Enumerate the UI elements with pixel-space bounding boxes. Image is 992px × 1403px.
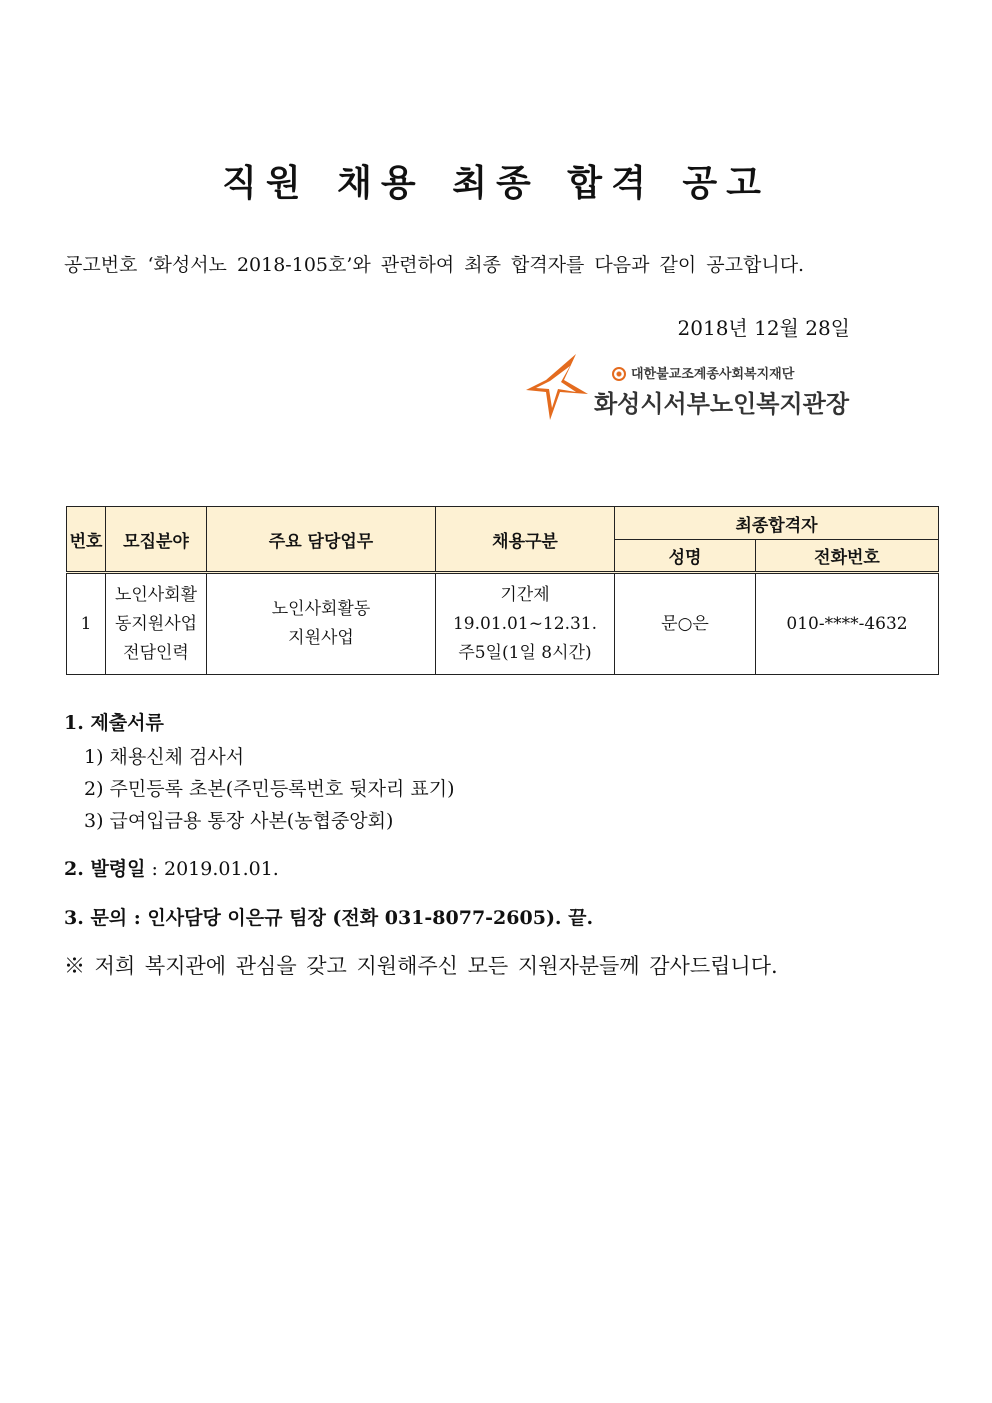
cell-duty: 노인사회활동 지원사업: [207, 573, 436, 675]
intro-text: 공고번호 ‘화성서노 2018-105호’와 관련하여 최종 합격자를 다음과 같이 공고합니다.: [64, 254, 805, 276]
logo-name-text: 화성시서부노인복지관장: [594, 390, 850, 418]
cell-field: 노인사회활 동지원사업 전담인력: [106, 573, 207, 675]
header-duty: 주요 담당업무: [207, 507, 436, 573]
section-documents-heading: 1. 제출서류: [64, 712, 164, 734]
announcement-date: 2018년 12월 28일: [677, 316, 850, 340]
foundation-emblem-icon: [612, 367, 626, 381]
final-result-table: [66, 506, 939, 675]
header-field: 모집분야: [106, 507, 207, 573]
header-no: 번호: [67, 507, 106, 573]
list-item: 1) 채용신체 검사서: [84, 746, 245, 768]
page-title: 직원 채용 최종 합격 공고: [222, 162, 770, 204]
logo-org-text: 대한불교조계종사회복지재단: [612, 363, 794, 382]
cell-type: 기간제 19.01.01~12.31. 주5일(1일 8시간): [436, 573, 615, 675]
thanks-note: ※ 저희 복지관에 관심을 갖고 지원해주신 모든 지원자분들께 감사드립니다.: [64, 954, 778, 978]
organization-logo: [524, 350, 854, 422]
list-item: 2) 주민등록 초본(주민등록번호 뒷자리 표기): [84, 778, 455, 800]
header-phone: 전화번호: [756, 540, 939, 573]
cell-phone: 010-****-4632: [756, 573, 939, 675]
header-type: 채용구분: [436, 507, 615, 573]
star-logo-icon: [524, 350, 594, 422]
list-item: 3) 급여입금용 통장 사본(농협중앙회): [84, 810, 394, 832]
header-final: 최종합격자: [615, 507, 939, 540]
table-row: [67, 573, 939, 675]
cell-name: 문○은: [615, 573, 756, 675]
cell-no: 1: [67, 573, 106, 675]
section-inquiry: 3. 문의 : 인사담당 이은규 팀장 (전화 031-8077-2605). 끝.: [64, 907, 594, 929]
section-appointment: 2. 발령일 : 2019.01.01.: [64, 858, 279, 880]
header-name: 성명: [615, 540, 756, 573]
